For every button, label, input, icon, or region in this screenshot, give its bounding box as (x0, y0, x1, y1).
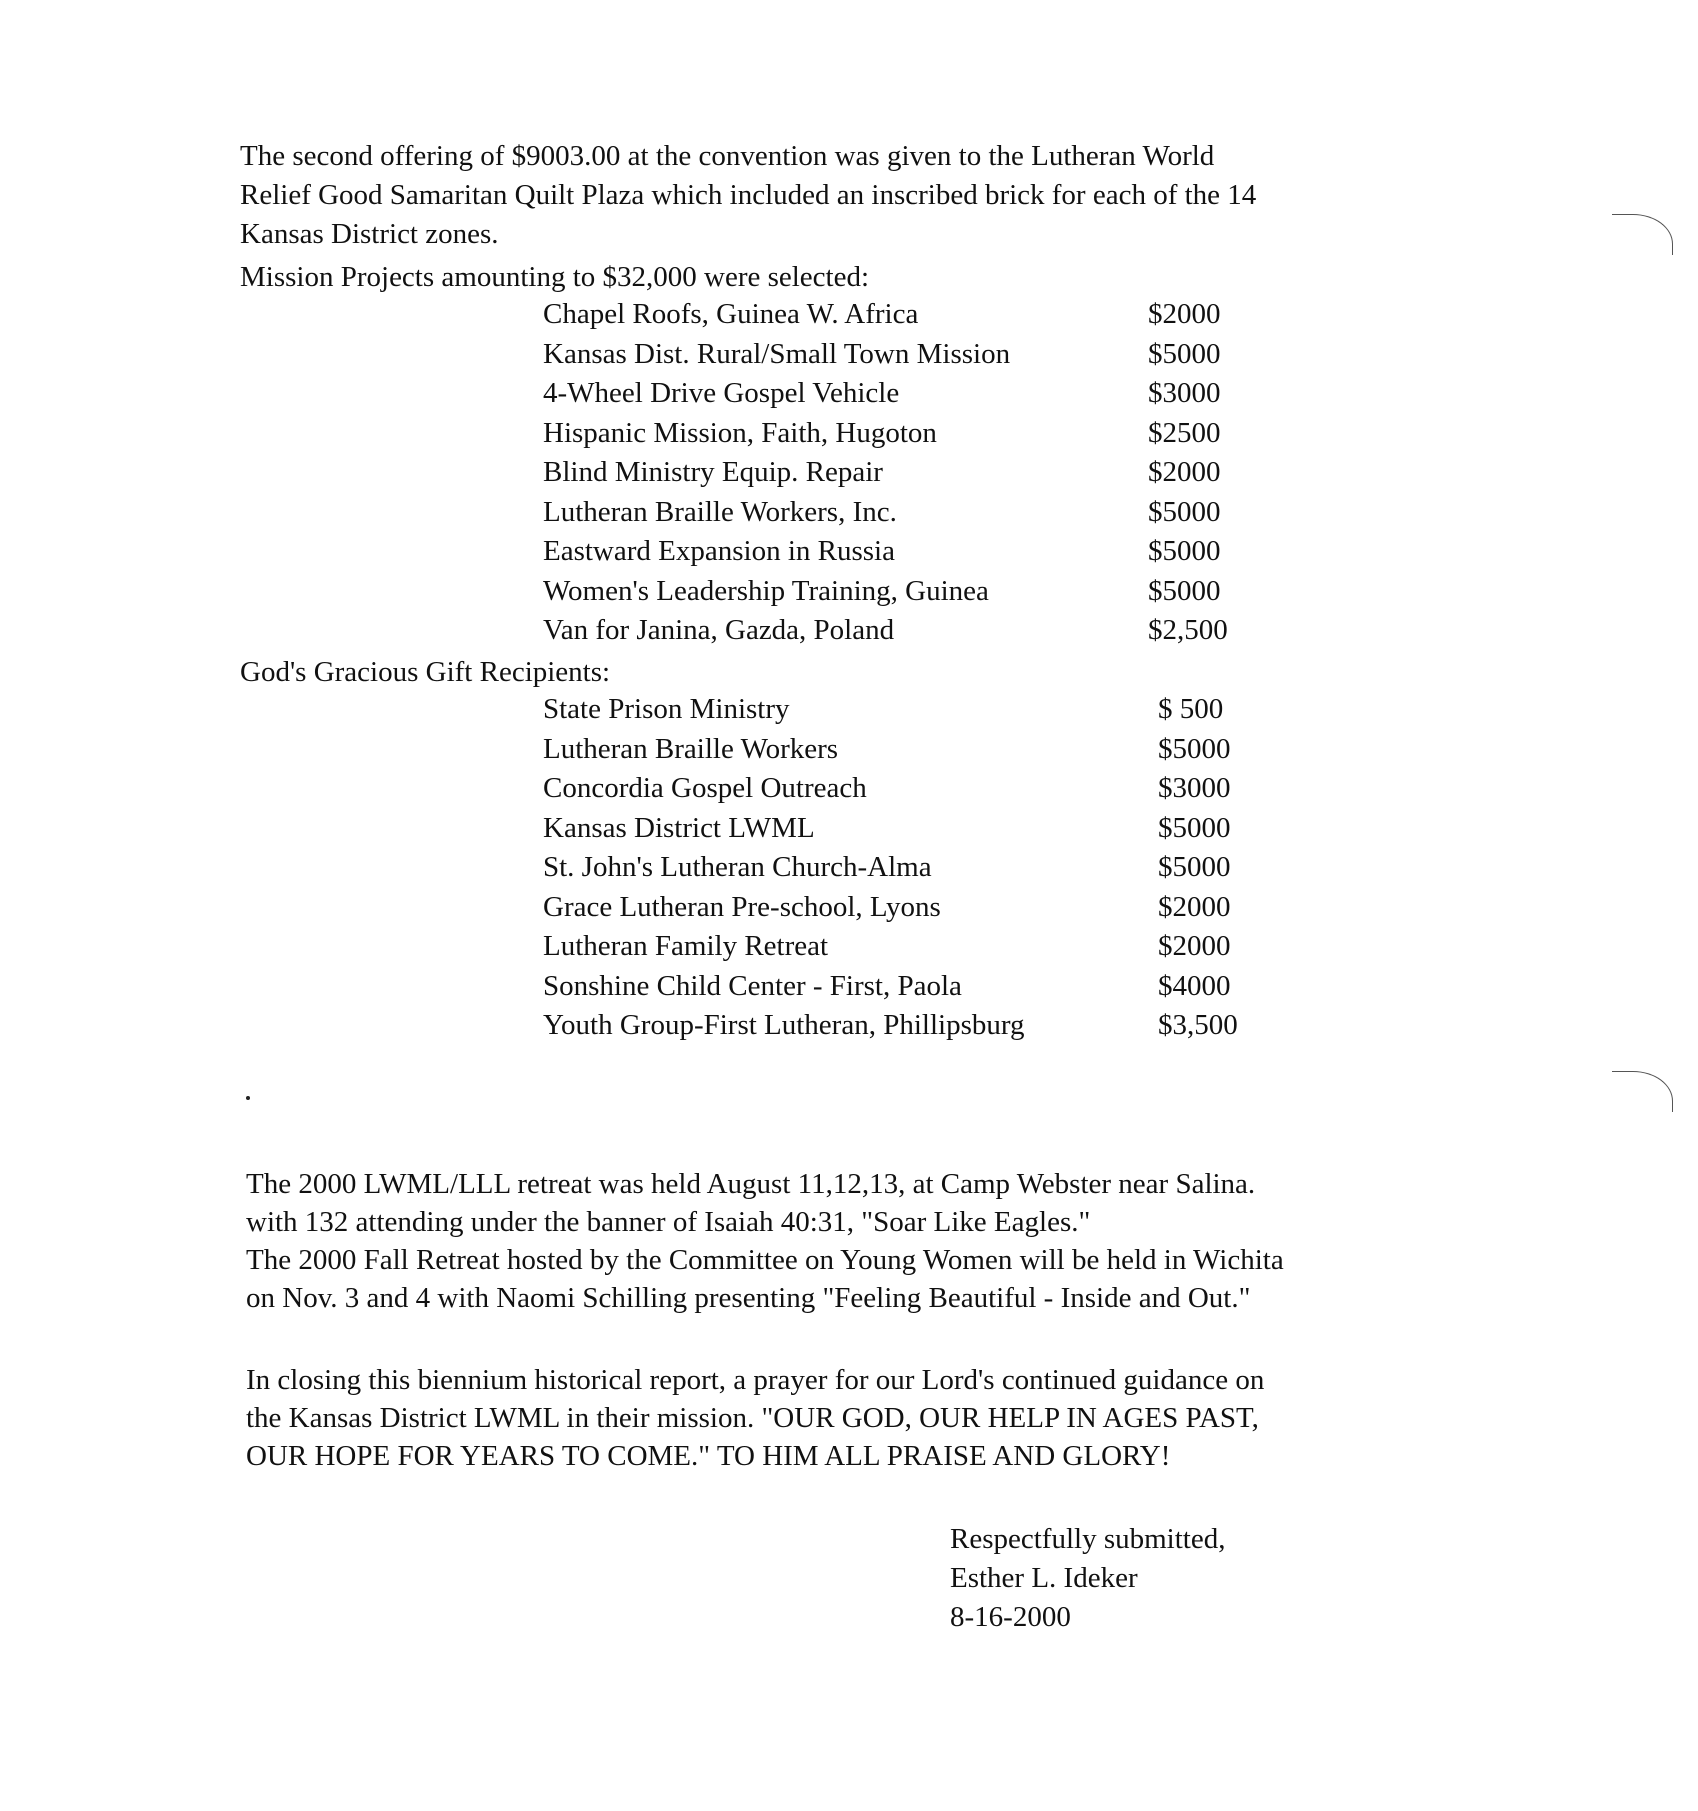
intro-line: Relief Good Samaritan Quilt Plaza which included an inscribed brick for each of the 14 (240, 179, 1257, 211)
mission-project-amount: $5000 (1148, 495, 1221, 528)
gift-recipient-amount: $2000 (1158, 890, 1231, 923)
gift-recipient-name: St. John's Lutheran Church-Alma (543, 851, 932, 883)
signature-date: 8-16-2000 (950, 1601, 1071, 1633)
gift-recipient-item (543, 967, 1243, 1007)
retreat-line: The 2000 LWML/LLL retreat was held August 11,12,13, at Camp Webster near Salina. (246, 1168, 1256, 1200)
mission-project-amount: $2500 (1148, 416, 1221, 449)
gift-recipient-name: Lutheran Braille Workers (543, 732, 839, 765)
gift-recipient-name: Concordia Gospel Outreach (543, 772, 867, 804)
gift-recipient-name: Kansas District LWML (543, 811, 815, 844)
mission-project-amount: $3000 (1148, 377, 1221, 409)
gift-recipient-name: State Prison Ministry (543, 693, 790, 725)
mission-project-item (543, 453, 1243, 493)
gift-recipient-item (543, 730, 1243, 770)
mission-project-item (543, 532, 1243, 572)
retreat-line: The 2000 Fall Retreat hosted by the Committee on Young Women will be held in Wichita (246, 1244, 1284, 1276)
intro-line: Kansas District zones. (240, 218, 499, 250)
mission-project-name: Women's Leadership Training, Guinea (543, 574, 989, 607)
mission-project-amount: $2000 (1148, 456, 1221, 488)
mission-project-item (543, 335, 1243, 375)
gift-recipient-item (543, 927, 1243, 967)
gift-recipient-amount: $2000 (1158, 930, 1231, 962)
gift-recipient-amount: $3000 (1158, 772, 1231, 804)
mission-project-item (543, 493, 1243, 533)
mission-project-name: Kansas Dist. Rural/Small Town Mission (543, 337, 1011, 370)
mission-project-name: Chapel Roofs, Guinea W. Africa (543, 298, 919, 330)
intro-paragraph (240, 137, 1256, 254)
mission-project-name: Eastward Expansion in Russia (543, 535, 895, 567)
gift-recipient-amount: $4000 (1158, 969, 1231, 1002)
gift-recipient-name: Lutheran Family Retreat (543, 930, 829, 962)
signature-closing: Respectfully submitted, (950, 1523, 1226, 1555)
gift-recipients-heading: God's Gracious Gift Recipients: (240, 656, 611, 688)
gift-recipient-amount: $5000 (1158, 732, 1231, 765)
mission-project-amount: $5000 (1148, 535, 1221, 567)
gift-recipient-item (543, 1006, 1243, 1046)
gift-recipient-name: Sonshine Child Center - First, Paola (543, 969, 962, 1002)
intro-line: The second offering of $9003.00 at the convention was given to the Lutheran World (240, 140, 1215, 172)
mission-project-amount: $5000 (1148, 574, 1221, 607)
gift-recipient-item (543, 848, 1243, 888)
mission-project-amount: $5000 (1148, 337, 1221, 370)
mission-project-name: Lutheran Braille Workers, Inc. (543, 495, 897, 528)
mission-project-amount: $2000 (1148, 298, 1221, 330)
mission-project-name: Hispanic Mission, Faith, Hugoton (543, 416, 937, 449)
gift-recipient-name: Youth Group-First Lutheran, Phillipsburg (543, 1009, 1025, 1041)
mission-project-item (543, 611, 1243, 651)
gift-recipient-amount: $3,500 (1158, 1009, 1238, 1041)
gift-recipient-item (543, 809, 1243, 849)
closing-line: In closing this biennium historical report, a prayer for our Lord's continued guidance on (246, 1364, 1265, 1396)
gift-recipient-amount: $5000 (1158, 851, 1231, 883)
gift-recipient-item (543, 769, 1243, 809)
mission-project-item (543, 295, 1243, 335)
mission-project-name: Van for Janina, Gazda, Poland (543, 614, 895, 646)
mission-project-amount: $2,500 (1148, 614, 1228, 646)
gift-recipient-amount: $ 500 (1158, 693, 1224, 725)
mission-projects-list (543, 295, 1243, 651)
stray-mark (246, 1096, 250, 1100)
retreat-line: with 132 attending under the banner of Isaiah 40:31, "Soar Like Eagles." (246, 1206, 1091, 1238)
gift-recipient-item (543, 690, 1243, 730)
binder-hole-mark (1612, 1071, 1673, 1112)
mission-project-item (543, 374, 1243, 414)
mission-project-item (543, 572, 1243, 612)
mission-project-name: Blind Ministry Equip. Repair (543, 456, 883, 488)
binder-hole-mark (1612, 214, 1673, 255)
signature-name: Esther L. Ideker (950, 1562, 1138, 1594)
gift-recipient-amount: $5000 (1158, 811, 1231, 844)
retreat-paragraph (246, 1165, 1284, 1317)
retreat-line: on Nov. 3 and 4 with Naomi Schilling presenting "Feeling Beautiful - Inside and Out." (246, 1282, 1251, 1314)
gift-recipients-list (543, 690, 1243, 1046)
gift-recipient-item (543, 888, 1243, 928)
signature-block (950, 1520, 1225, 1637)
mission-project-name: 4-Wheel Drive Gospel Vehicle (543, 377, 900, 409)
closing-paragraph (246, 1361, 1264, 1475)
closing-line: OUR HOPE FOR YEARS TO COME." TO HIM ALL PRAISE AND GLORY! (246, 1440, 1171, 1472)
mission-projects-heading: Mission Projects amounting to $32,000 were selected: (240, 261, 870, 293)
closing-line: the Kansas District LWML in their mission. "OUR GOD, OUR HELP IN AGES PAST, (246, 1402, 1259, 1434)
mission-project-item (543, 414, 1243, 454)
gift-recipient-name: Grace Lutheran Pre-school, Lyons (543, 890, 941, 923)
